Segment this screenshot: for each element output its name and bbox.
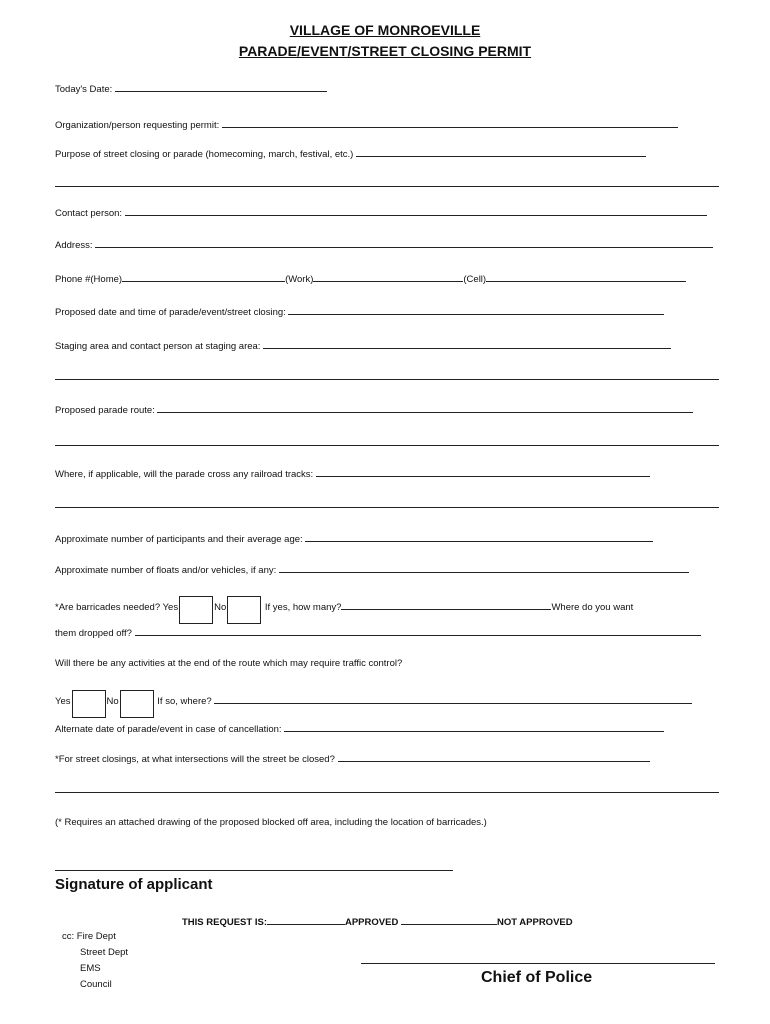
- intersections-continuation-line[interactable]: [55, 792, 719, 793]
- proposed-date-line[interactable]: [288, 305, 664, 315]
- todays-date-line[interactable]: [115, 82, 327, 92]
- address-line[interactable]: [95, 238, 713, 248]
- barricades-no-label: No: [214, 602, 227, 613]
- cc-line-2: Street Dept: [80, 947, 129, 958]
- purpose-field: [55, 147, 646, 160]
- activities-field: [55, 690, 692, 718]
- activities-yes-checkbox[interactable]: [72, 690, 106, 718]
- phone-home-line[interactable]: [122, 272, 285, 282]
- intersections-field: [55, 752, 650, 765]
- signature-label: Signature of applicant: [55, 876, 213, 893]
- railroad-label: Where, if applicable, will the parade cross any railroad tracks:: [55, 469, 314, 480]
- staging-continuation-line[interactable]: [55, 379, 719, 380]
- activities-no-label: No: [106, 696, 119, 707]
- staging-area-field: [55, 339, 671, 352]
- alternate-date-label: Alternate date of parade/event in case of cancellation:: [55, 724, 282, 735]
- floats-label: Approximate number of floats and/or vehicles, if any:: [55, 565, 277, 576]
- todays-date-field: [55, 82, 327, 95]
- request-is-label: THIS REQUEST IS:: [182, 917, 267, 928]
- approved-line[interactable]: [267, 915, 345, 925]
- purpose-label: Purpose of street closing or parade (homecoming, march, festival, etc.): [55, 149, 354, 160]
- organization-line[interactable]: [222, 118, 678, 128]
- address-label: Address:: [55, 240, 93, 251]
- railroad-line[interactable]: [316, 467, 650, 477]
- phone-cell-label: (Cell): [463, 274, 487, 285]
- request-status: [182, 915, 573, 928]
- contact-person-label: Contact person:: [55, 208, 123, 219]
- alternate-date-line[interactable]: [284, 722, 664, 732]
- barricades-yes-checkbox[interactable]: [179, 596, 213, 624]
- staging-area-line[interactable]: [263, 339, 671, 349]
- activities-where-line[interactable]: [214, 694, 692, 704]
- barricades-where-label: Where do you want: [551, 602, 634, 613]
- cc-line-1: cc: Fire Dept: [62, 931, 116, 942]
- parade-route-line[interactable]: [157, 403, 693, 413]
- barricades-how-many-label: If yes, how many?: [264, 602, 342, 613]
- proposed-date-field: [55, 305, 664, 318]
- intersections-line[interactable]: [338, 752, 650, 762]
- phone-cell-line[interactable]: [486, 272, 686, 282]
- proposed-date-label: Proposed date and time of parade/event/street closing:: [55, 307, 286, 318]
- parade-route-label: Proposed parade route:: [55, 405, 155, 416]
- activities-question: Will there be any activities at the end of the route which may require traffic control?: [55, 658, 403, 669]
- railroad-continuation-line[interactable]: [55, 507, 719, 508]
- purpose-continuation-line[interactable]: [55, 186, 719, 187]
- participants-label: Approximate number of participants and their average age:: [55, 534, 303, 545]
- phone-work-line[interactable]: [313, 272, 463, 282]
- dropped-off-line[interactable]: [135, 626, 701, 636]
- chief-of-police-label: Chief of Police: [481, 969, 593, 986]
- participants-line[interactable]: [305, 532, 653, 542]
- phone-home-label: Phone #(Home): [55, 274, 123, 285]
- purpose-line[interactable]: [356, 147, 646, 157]
- not-approved-line[interactable]: [401, 915, 497, 925]
- not-approved-label: NOT APPROVED: [496, 917, 573, 928]
- address-field: [55, 238, 713, 251]
- contact-person-field: [55, 206, 707, 219]
- parade-route-field: [55, 403, 693, 416]
- activities-yes-label: Yes: [55, 696, 71, 707]
- chief-signature-line[interactable]: [361, 963, 715, 964]
- todays-date-label: Today's Date:: [55, 84, 113, 95]
- floats-line[interactable]: [279, 563, 689, 573]
- organization-field: [55, 118, 678, 131]
- staging-area-label: Staging area and contact person at staging area:: [55, 341, 261, 352]
- barricades-field: [55, 596, 633, 624]
- alternate-date-field: [55, 722, 664, 735]
- activities-where-label: If so, where?: [157, 696, 212, 707]
- phone-field: [55, 272, 686, 285]
- barricades-label: *Are barricades needed? Yes: [55, 602, 179, 613]
- barricades-how-many-line[interactable]: [341, 600, 551, 610]
- dropped-off-label: them dropped off?: [55, 628, 132, 639]
- organization-label: Organization/person requesting permit:: [55, 120, 220, 131]
- barricades-no-checkbox[interactable]: [227, 596, 261, 624]
- cc-line-3: EMS: [80, 963, 101, 974]
- contact-person-line[interactable]: [125, 206, 707, 216]
- approved-label: APPROVED: [344, 917, 399, 928]
- intersections-label: *For street closings, at what intersections will the street be closed?: [55, 754, 335, 765]
- activities-no-checkbox[interactable]: [120, 690, 154, 718]
- form-title-line1: VILLAGE OF MONROEVILLE: [289, 22, 481, 38]
- phone-work-label: (Work): [285, 274, 314, 285]
- parade-route-continuation-line[interactable]: [55, 445, 719, 446]
- dropped-off-field: [55, 626, 701, 639]
- drawing-note: (* Requires an attached drawing of the proposed blocked off area, including the location of barricades.): [55, 817, 487, 828]
- railroad-field: [55, 467, 650, 480]
- cc-line-4: Council: [80, 979, 112, 990]
- form-title-line2: PARADE/EVENT/STREET CLOSING PERMIT: [238, 43, 532, 59]
- floats-field: [55, 563, 689, 576]
- signature-line[interactable]: [55, 870, 453, 871]
- participants-field: [55, 532, 653, 545]
